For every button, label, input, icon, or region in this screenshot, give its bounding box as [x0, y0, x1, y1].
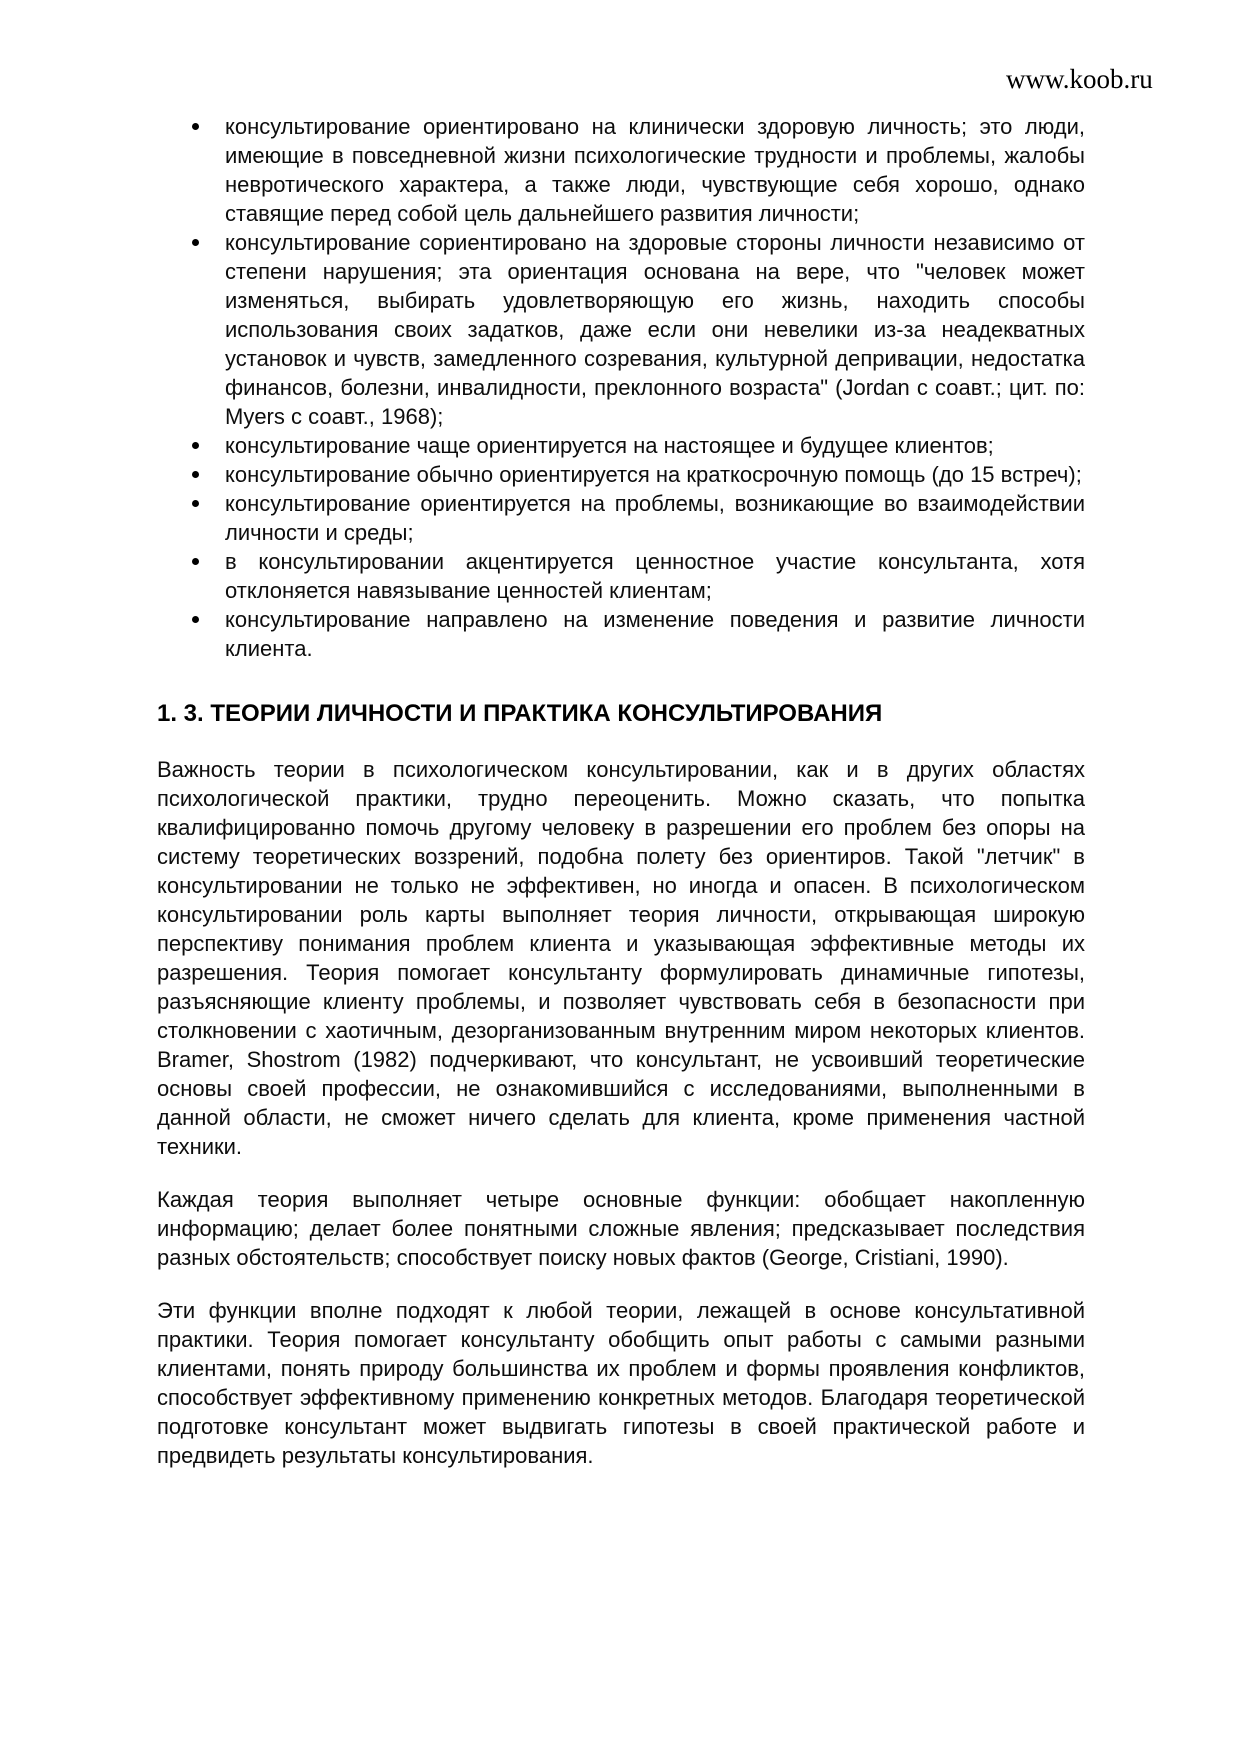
section-heading: 1. 3. ТЕОРИИ ЛИЧНОСТИ И ПРАКТИКА КОНСУЛЬТИРОВАНИЯ [157, 700, 883, 727]
paragraph: Каждая теория выполняет четыре основные функции: обобщает накопленную информацию; делает более понятными сложные явления; предсказывает последствия разных обстоятельств; способствует поиску новых фактов (George, Cristiani, 1990). [157, 1187, 1085, 1270]
bullet-text: консультирование чаще ориентируется на настоящее и будущее клиентов; [225, 433, 994, 458]
bullet-icon [192, 239, 199, 246]
watermark-url: www.koob.ru [1006, 64, 1153, 94]
list-item [225, 489, 1085, 547]
bullet-text: консультирование ориентируется на проблемы, возникающие во взаимодействии личности и среды; [225, 491, 1085, 545]
list-item [225, 228, 1085, 431]
paragraph: Важность теории в психологическом консультировании, как и в других областях психологической практики, трудно переоценить. Можно сказать, что попытка квалифицированно помочь другому человеку в разрешении его проблем без опоры на систему теоретических воззрений, подобна полету без ориентиров. Такой "летчик" в консультировании не только не эффективен, но иногда и опасен. В психологическом консультировании роль карты выполняет теория личности, открывающая широкую перспективу понимания проблем клиента и указывающая эффективные методы их разрешения. Теория помогает консультанту формулировать динамичные гипотезы, разъясняющие клиенту проблемы, и позволяет чувствовать себя в безопасности при столкновении с хаотичным, дезорганизованным внутренним миром некоторых клиентов. Bramer, Shostrom (1982) подчеркивают, что консультант, не усвоивший теоретические основы своей профессии, не ознакомившийся с исследованиями, выполненными в данной области, не сможет ничего сделать для клиента, кроме применения частной техники. [157, 757, 1085, 1159]
bullet-icon [192, 442, 199, 449]
bullet-icon [192, 123, 199, 130]
bullet-text: консультирование обычно ориентируется на краткосрочную помощь (до 15 встреч); [225, 462, 1082, 487]
bullet-text: консультирование сориентировано на здоровые стороны личности независимо от степени нарушения; эта ориентация основана на вере, что "человек может изменяться, выбирать удовлетворяющую его жизнь, находить способы использования своих задатков, даже если они невелики из-за неадекватных установок и чувств, замедленного созревания, культурной депривации, недостатка финансов, болезни, инвалидности, преклонного возраста" (Jordan с соавт.; цит. по: Myers с соавт., 1968); [225, 230, 1085, 429]
list-item [225, 431, 1085, 460]
bullet-text: в консультировании акцентируется ценностное участие консультанта, хотя отклоняется навязывание ценностей клиентам; [225, 549, 1085, 603]
bullet-list [157, 112, 1085, 663]
page-content [157, 112, 1085, 1494]
bullet-icon [192, 500, 199, 507]
bullet-text: консультирование ориентировано на клинически здоровую личность; это люди, имеющие в повседневной жизни психологические трудности и проблемы, жалобы невротического характера, а также люди, чувствующие себя хорошо, однако ставящие перед собой цель дальнейшего развития личности; [225, 114, 1085, 226]
list-item [225, 460, 1085, 489]
bullet-icon [192, 471, 199, 478]
bullet-icon [192, 616, 199, 623]
list-item [225, 547, 1085, 605]
paragraph: Эти функции вполне подходят к любой теории, лежащей в основе консультативной практики. Теория помогает консультанту обобщить опыт работы с самыми разными клиентами, понять природу большинства их проблем и формы проявления конфликтов, способствует эффективному применению конкретных методов. Благодаря теоретической подготовке консультант может выдвигать гипотезы в своей практической работе и предвидеть результаты консультирования. [157, 1298, 1085, 1468]
bullet-icon [192, 558, 199, 565]
bullet-text: консультирование направлено на изменение поведения и развитие личности клиента. [225, 607, 1085, 661]
list-item [225, 112, 1085, 228]
list-item [225, 605, 1085, 663]
